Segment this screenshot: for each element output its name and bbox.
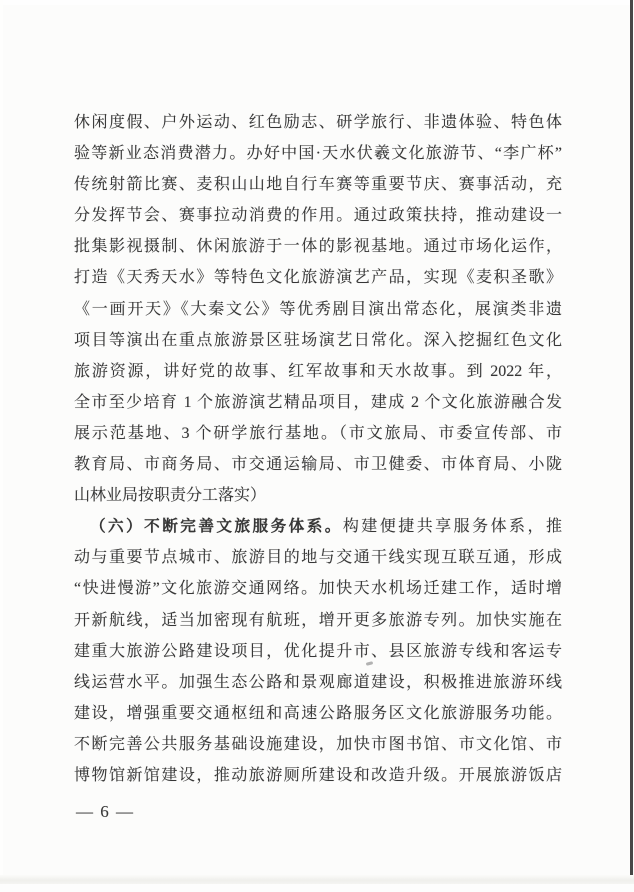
text-line: 全市至少培育 1 个旅游演艺精品项目，建成 2 个文化旅游融合发 xyxy=(74,393,562,411)
scan-edge-top xyxy=(0,0,634,5)
text-line: 博物馆新馆建设，推动旅游厕所建设和改造升级。开展旅游饭店 xyxy=(74,766,562,784)
section-heading: （六）不断完善文旅服务体系。 xyxy=(90,517,343,536)
text-line: 打造《天秀天水》等特色文化旅游演艺产品，实现《麦积圣歌》 xyxy=(74,269,562,287)
text-line: 教育局、市商务局、市交通运输局、市卫健委、市体育局、小陇 xyxy=(74,456,562,474)
text-line: 传统射箭比赛、麦积山山地自行车赛等重要节庆、赛事活动，充 xyxy=(74,176,562,194)
text-line-section-start xyxy=(74,511,562,542)
text-line: 休闲度假、户外运动、红色励志、研学旅行、非遗体验、特色体 xyxy=(74,114,562,131)
text-line: 动与重要节点城市、旅游目的地与交通干线实现互联互通，形成 xyxy=(74,549,562,567)
text-line: 建设，增强重要交通枢纽和高速公路服务区文化旅游服务功能。 xyxy=(74,704,562,722)
text-line: 分发挥节会、赛事拉动消费的作用。通过政策扶持，推动建设一 xyxy=(74,207,562,225)
text-line: 不断完善公共服务基础设施建设，加快市图书馆、市文化馆、市 xyxy=(74,735,562,753)
text-line: 《一画开天》《大秦文公》等优秀剧目演出常态化，展演类非遗 xyxy=(74,300,562,318)
document-body-text xyxy=(74,107,562,791)
scan-edge-bottom-margin xyxy=(0,884,634,892)
text-line: 开新航线，适当加密现有航班，增开更多旅游专列。加快实施在 xyxy=(74,611,562,629)
text-line: 项目等演出在重点旅游景区驻场演艺日常化。深入挖掘红色文化 xyxy=(74,331,562,349)
text-line-paragraph-end: 山林业局按职责分工落实） xyxy=(74,487,267,505)
text-line: “快进慢游”文化旅游交通网络。加快天水机场迁建工作，适时增 xyxy=(74,580,562,598)
text-line: 旅游资源，讲好党的故事、红军故事和天水故事。到 2022 年， xyxy=(74,362,562,380)
section-body-start: 构建便捷共享服务体系，推 xyxy=(342,518,562,536)
text-line: 建重大旅游公路建设项目，优化提升市、县区旅游专线和客运专 xyxy=(74,642,562,660)
text-line: 验等新业态消费潜力。办好中国·天水伏羲文化旅游节、“李广杯” xyxy=(74,145,562,163)
scan-edge-bottom-shadow xyxy=(0,875,634,884)
scan-edge-left xyxy=(0,0,3,892)
page-number: — 6 — xyxy=(76,802,135,821)
text-line: 展示范基地、3 个研学旅行基地。（市文旅局、市委宣传部、市 xyxy=(74,424,562,442)
text-line: 批集影视摄制、休闲旅游于一体的影视基地。通过市场化运作， xyxy=(74,238,562,256)
text-line: 线运营水平。加强生态公路和景观廊道建设，积极推进旅游环线 xyxy=(74,673,562,691)
